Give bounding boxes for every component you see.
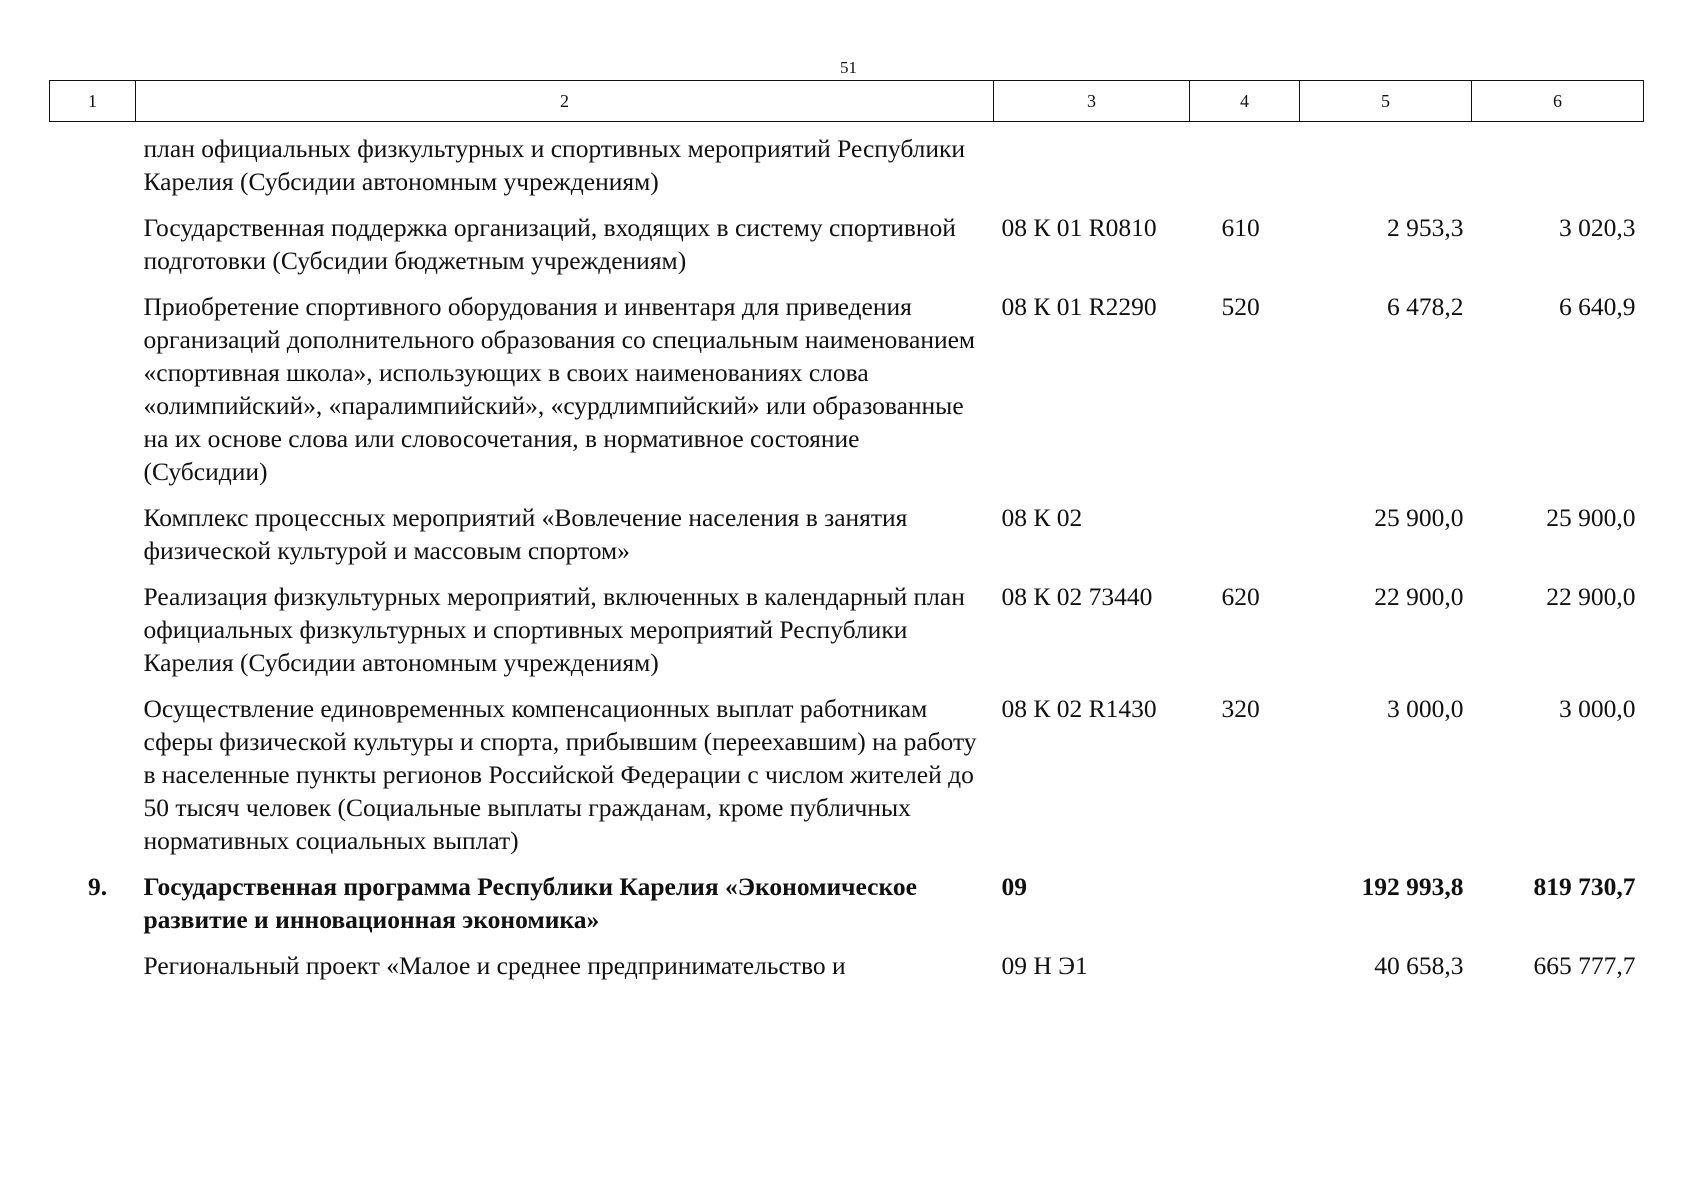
row-amount-col6 [1472,122,1644,212]
row-number: 9. [87,872,108,901]
header-col-6: 6 [1472,81,1644,122]
row-amount-col5: 22 900,0 [1374,582,1464,611]
row-name: Приобретение спортивного оборудования и инвентаря для приведения организаций дополнительного образования со специальным наименованием «спортивная школа», использующих в своих наименованиях слова «олимпийский», «паралимпийский», «сурдлимпийский» или образованные на их основе слова или словосочетания, в нормативное состояние (Субсидии) [143,292,976,486]
row-amount-col6: 819 730,7 [1533,872,1636,901]
row-amount-col6: 6 640,9 [1559,292,1636,321]
table-header [50,81,1644,122]
row-amount-col6: 665 777,7 [1533,951,1636,980]
row-name: Реализация физкультурных мероприятий, включенных в календарный план официальных физкультурных и спортивных мероприятий Республики Карелия (Субсидии автономным учреждениям) [143,582,965,677]
header-col-1: 1 [50,81,136,122]
row-number [50,122,136,212]
header-row [50,81,1644,122]
table-row [50,122,1644,212]
table-row [50,501,1644,580]
table-row [50,211,1644,290]
row-amount-col5: 2 953,3 [1387,213,1464,242]
row-amount-col6: 3 020,3 [1559,213,1636,242]
table-row [50,692,1644,870]
table-row-program [50,870,1644,949]
row-number [50,580,136,692]
table-body [50,122,1644,996]
row-code: 09 Н Э1 [1001,951,1088,980]
row-code: 08 К 02 73440 [1001,582,1153,611]
row-code [994,122,1190,212]
row-code: 08 К 01 R2290 [1001,292,1157,321]
row-name: Государственная программа Республики Карелия «Экономическое развитие и инновационная экономика» [143,872,917,934]
row-expense-type: 610 [1221,213,1260,242]
row-expense-type [1190,122,1300,212]
header-col-2: 2 [136,81,994,122]
row-expense-type [1190,501,1300,580]
table-row [50,290,1644,501]
row-code: 08 К 02 R1430 [1001,694,1157,723]
row-number [50,211,136,290]
budget-table [49,80,1644,995]
row-name: Комплекс процессных мероприятий «Вовлечение населения в занятия физической культурой и массовым спортом» [143,503,908,565]
row-code: 09 [1001,872,1027,901]
row-code: 08 К 02 [1001,503,1083,532]
row-number [50,692,136,870]
table-row [50,580,1644,692]
row-amount-col5: 40 658,3 [1374,951,1464,980]
header-col-5: 5 [1300,81,1472,122]
table-row [50,949,1644,995]
row-amount-col5 [1300,122,1472,212]
row-amount-col6: 25 900,0 [1546,503,1636,532]
row-name: план официальных физкультурных и спортивных мероприятий Республики Карелия (Субсидии автономным учреждениям) [143,134,966,196]
row-code: 08 К 01 R0810 [1001,213,1157,242]
row-name: Осуществление единовременных компенсационных выплат работникам сферы физической культуры и спорта, прибывшим (переехавшим) на работу в населенные пункты регионов Российской Федерации с числом жителей до 50 тысяч человек (Социальные выплаты гражданам, кроме публичных нормативных социальных выплат) [143,694,977,855]
row-number [50,949,136,995]
row-amount-col5: 3 000,0 [1387,694,1464,723]
row-amount-col6: 3 000,0 [1559,694,1636,723]
row-expense-type: 520 [1221,292,1260,321]
row-expense-type: 620 [1221,582,1260,611]
header-col-4: 4 [1190,81,1300,122]
row-expense-type: 320 [1221,694,1260,723]
row-number [50,290,136,501]
row-name: Государственная поддержка организаций, входящих в систему спортивной подготовки (Субсидии бюджетным учреждениям) [143,213,956,275]
row-name: Региональный проект «Малое и среднее предпринимательство и [143,951,846,980]
row-expense-type [1190,949,1300,995]
header-col-3: 3 [994,81,1190,122]
row-amount-col5: 6 478,2 [1387,292,1464,321]
row-number [50,501,136,580]
row-amount-col5: 192 993,8 [1361,872,1464,901]
row-expense-type [1190,870,1300,949]
page-number: 51 [840,58,857,77]
row-amount-col6: 22 900,0 [1546,582,1636,611]
row-amount-col5: 25 900,0 [1374,503,1464,532]
